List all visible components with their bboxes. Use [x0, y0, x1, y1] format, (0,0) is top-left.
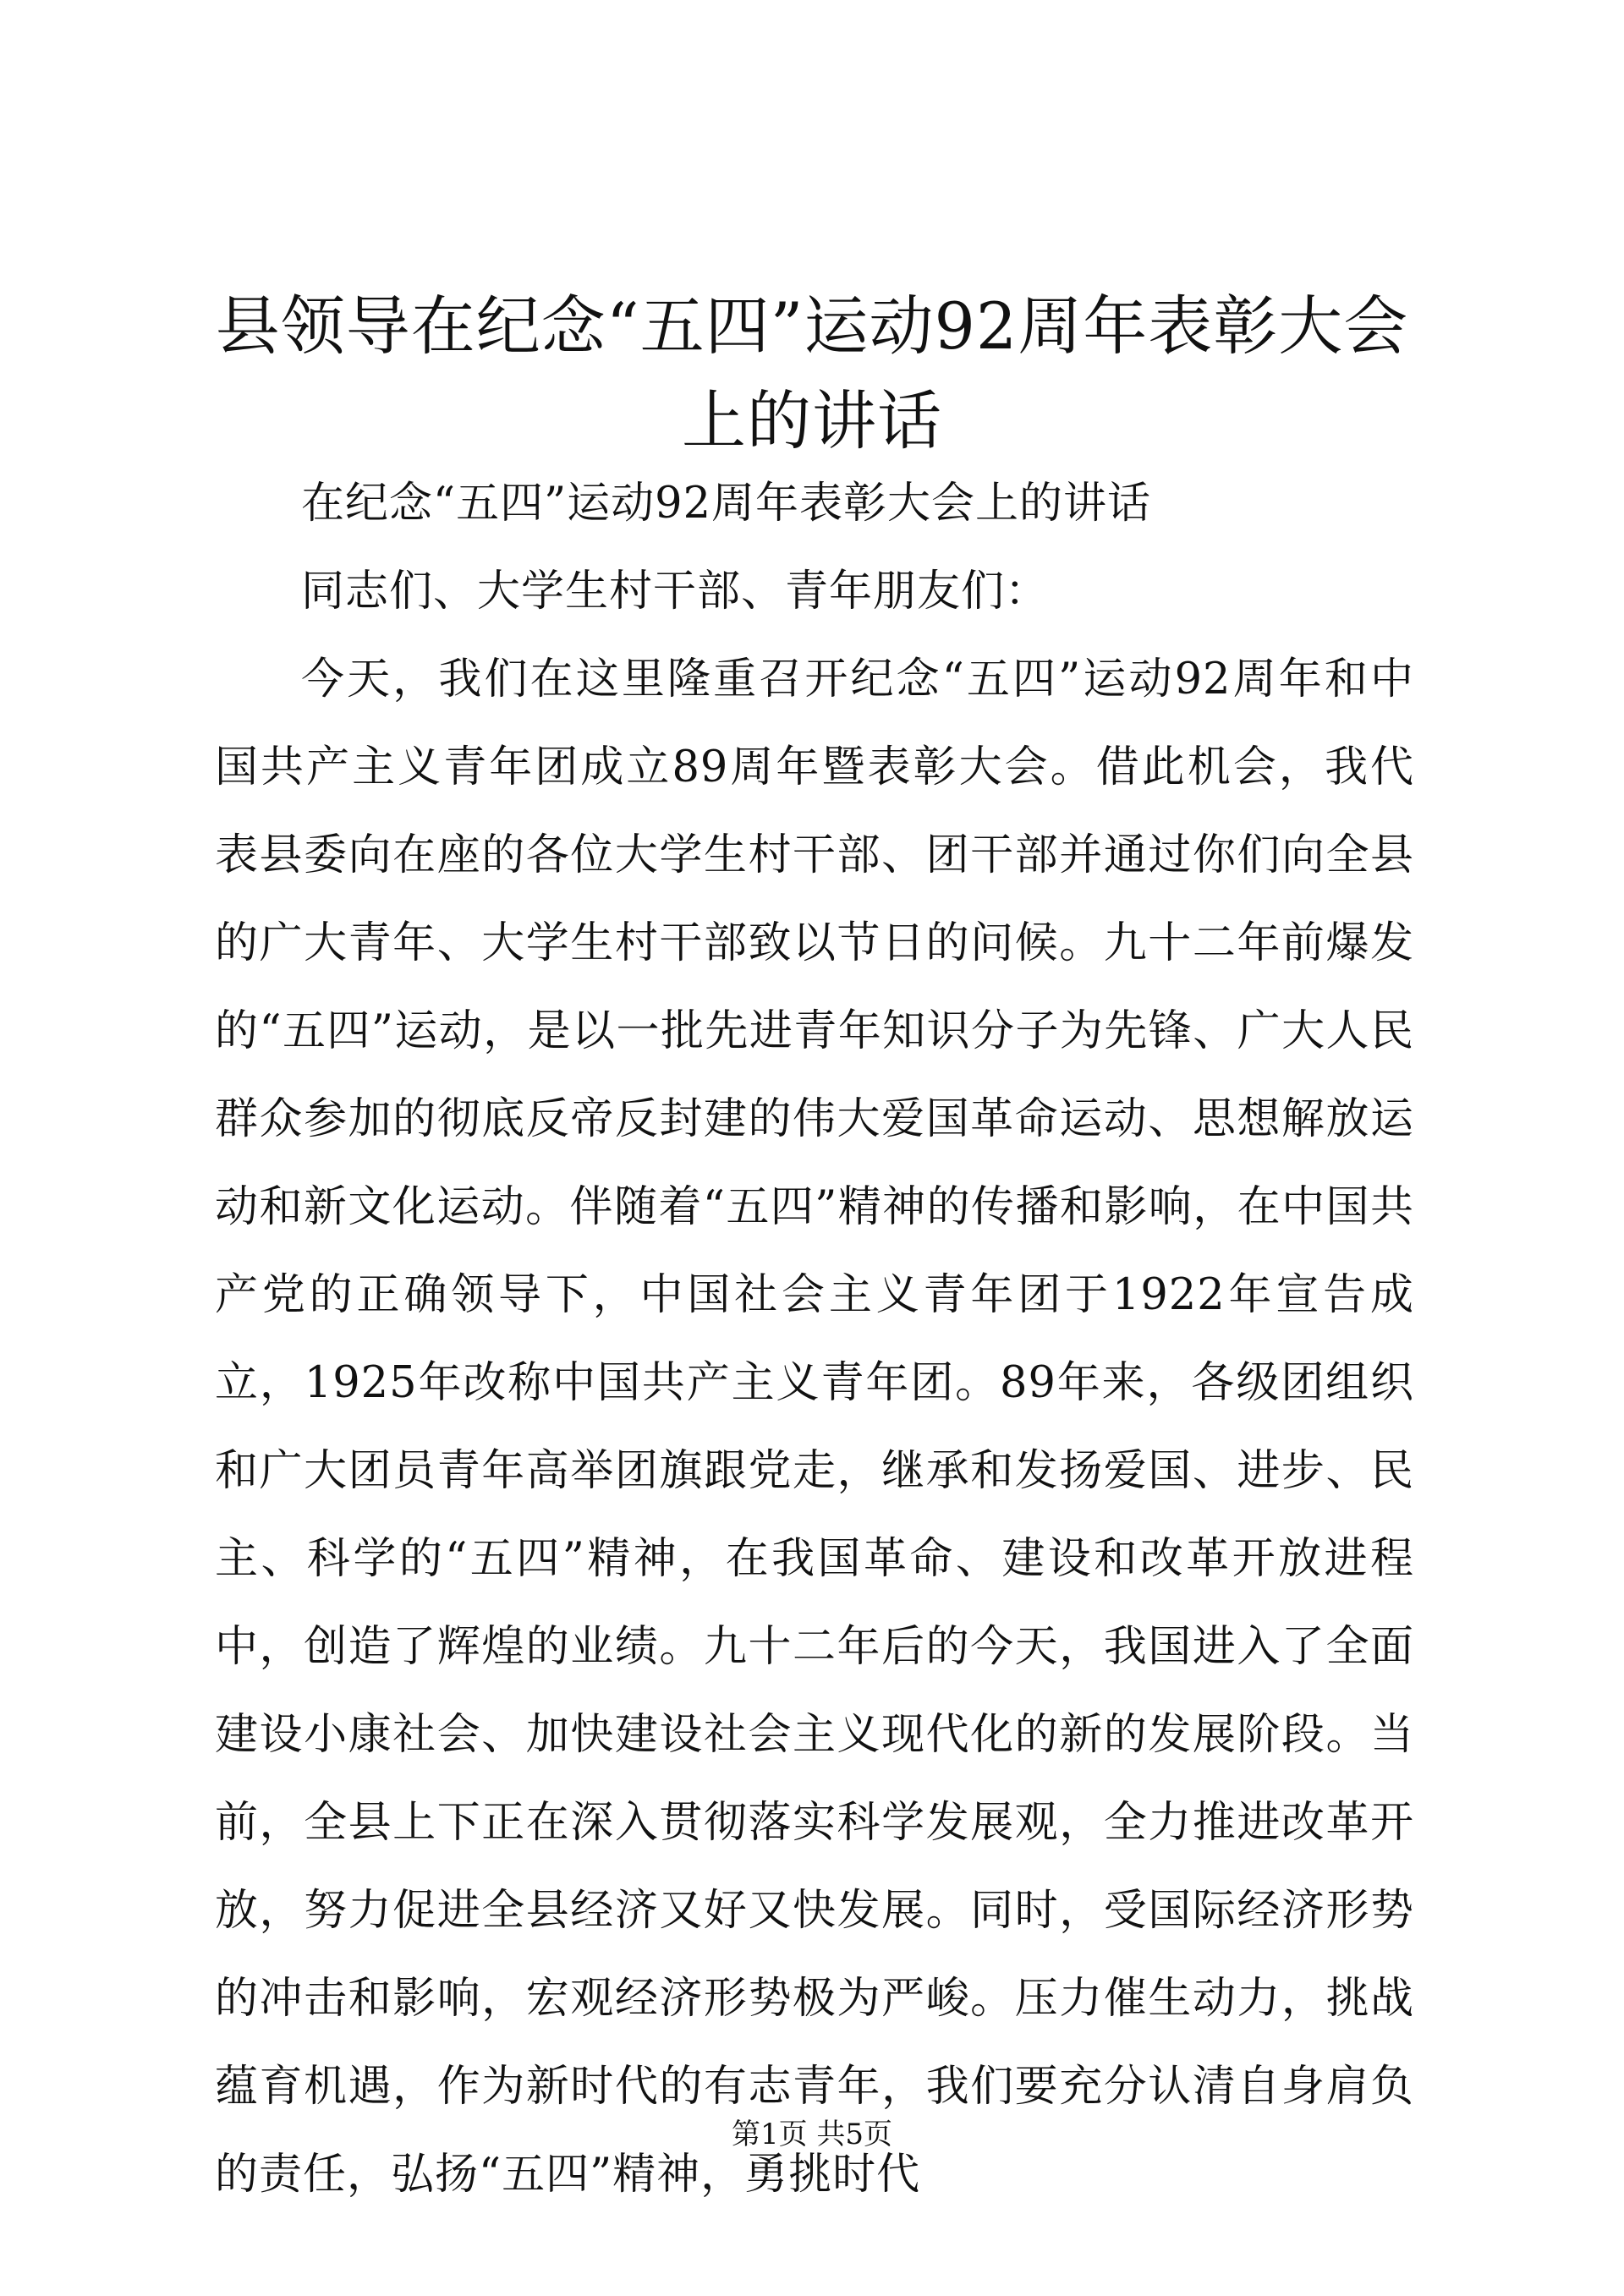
document-title: 县领导在纪念“五四”运动92周年表彰大会上的讲话 — [215, 288, 1409, 458]
document-body — [215, 460, 1414, 2219]
subtitle-line: 在纪念“五四”运动92周年表彰大会上的讲话 — [301, 479, 1152, 529]
body-paragraph: 今天，我们在这里隆重召开纪念“五四”运动92周年和中国共产主义青年团成立89周年暨表彰大会。借此机会，我代表县委向在座的各位大学生村干部、团干部并通过你们向全县的广大青年、大学生村干部致以节日的问候。九十二年前爆发的“五四”运动，是以一批先进青年知识分子为先锋、广大人民群众参加的彻底反帝反封建的伟大爱国革命运动、思想解放运动和新文化运动。伴随着“五四”精神的传播和影响，在中国共产党的正确领导下，中国社会主义青年团于1922年宣告成立，1925年改称中国共产主义青年团。89年来，各级团组织和广大团员青年高举团旗跟党走，继承和发扬爱国、进步、民主、科学的“五四”精神，在我国革命、建设和改革开放进程中，创造了辉煌的业绩。九十二年后的今天，我国进入了全面建设小康社会、加快建设社会主义现代化的新的发展阶段。当前，全县上下正在深入贯彻落实科学发展观，全力推进改革开放，努力促进全县经济又好又快发展。同时，受国际经济形势的冲击和影响，宏观经济形势极为严峻。压力催生动力，挑战蕴育机遇，作为新时代的有志青年，我们要充分认清自身肩负的责任，弘扬“五四”精神，勇挑时代 — [215, 655, 1414, 2200]
salutation-line: 同志们、大学生村干部、青年朋友们： — [301, 567, 1050, 616]
page-footer — [0, 2116, 1624, 2153]
page-number-indicator: 第1页 共5页 — [731, 2118, 893, 2151]
